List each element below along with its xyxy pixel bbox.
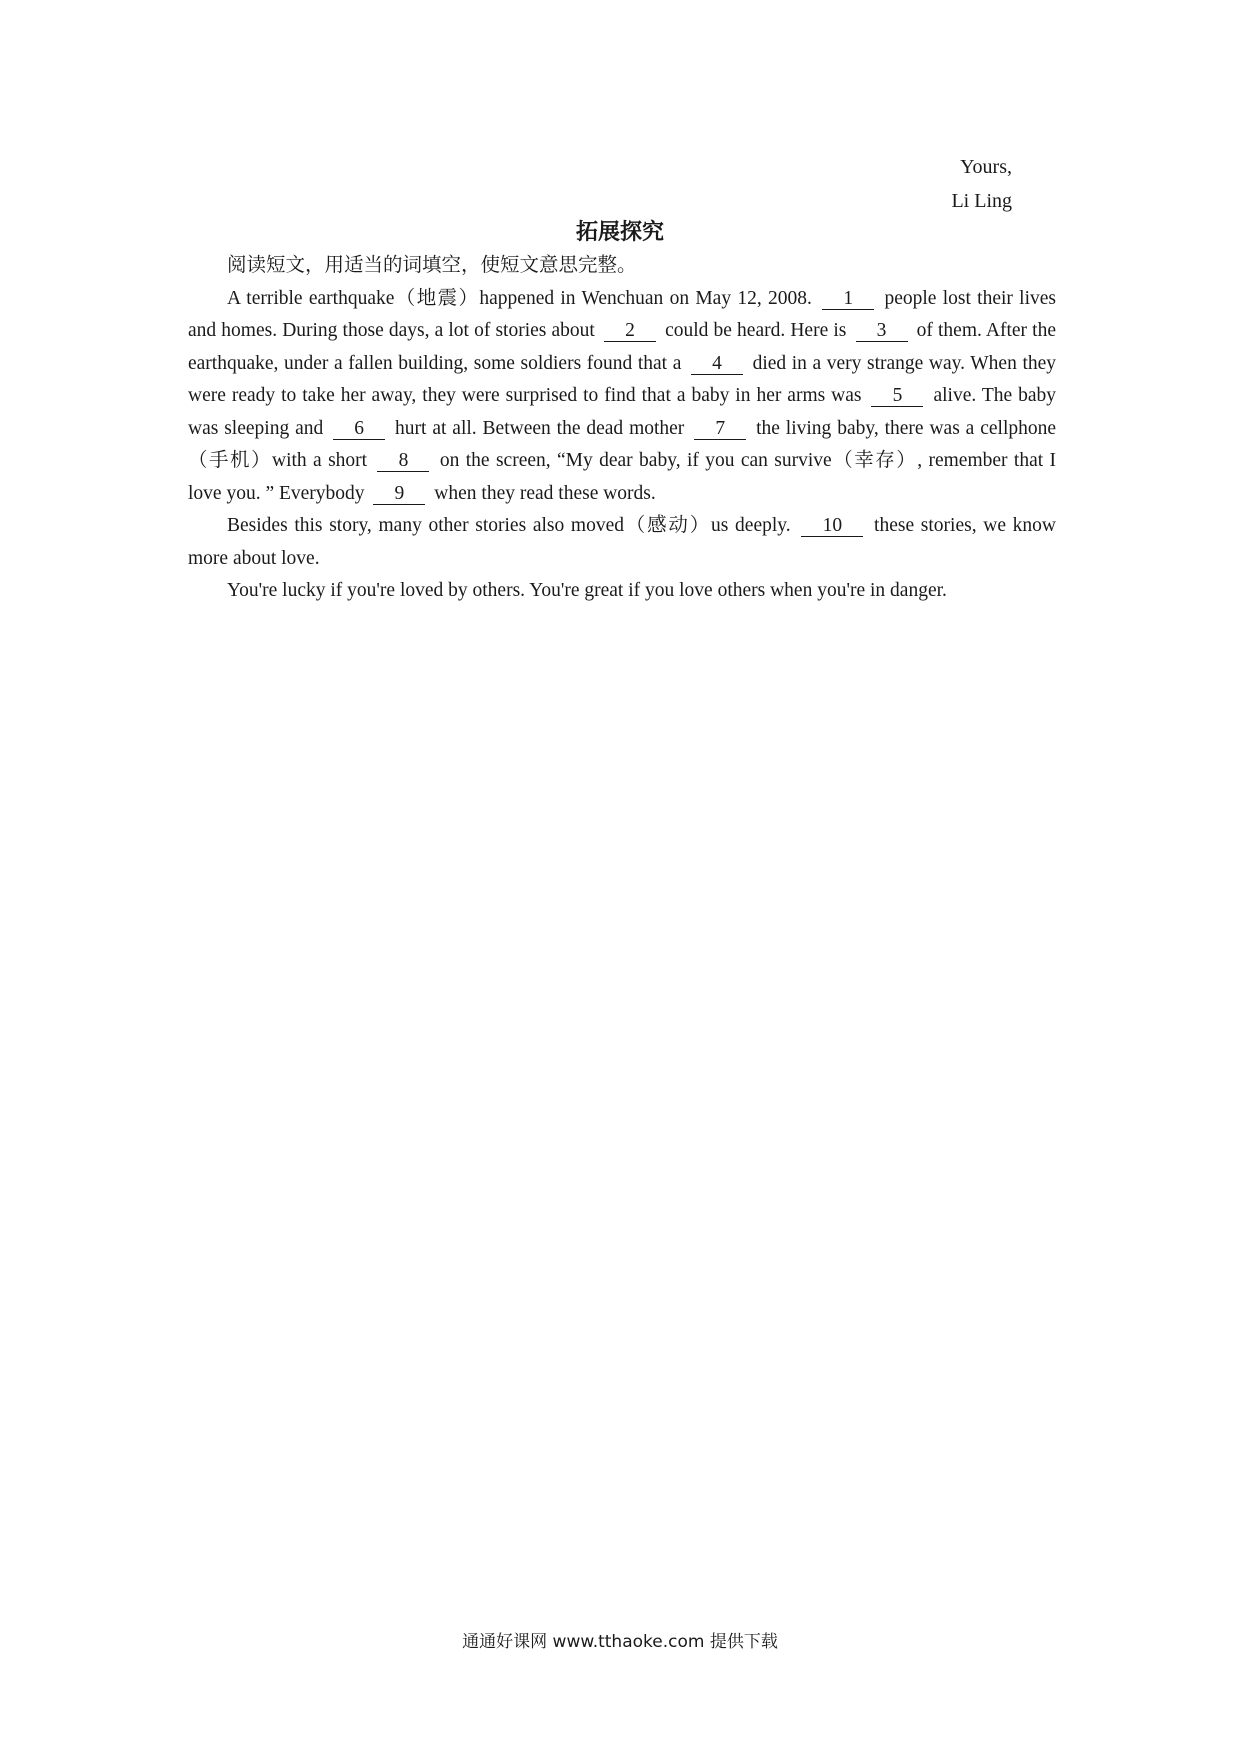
passage-text: could be heard. Here is xyxy=(665,320,847,341)
passage-text: hurt at all. Between the dead mother xyxy=(395,417,685,439)
blank-9: 9 xyxy=(373,484,425,505)
page-footer: 通通好课网 www.tthaoke.com 提供下载 xyxy=(462,1632,778,1652)
signature-name: Li Ling xyxy=(951,190,1012,212)
blank-10: 10 xyxy=(801,516,863,537)
passage-paragraph-3: You're lucky if you're loved by others. You're great if you love others when you're in danger. xyxy=(227,580,947,601)
section-title: 拓展探究 xyxy=(575,220,664,245)
passage-text: died in a very strange way. When they were ready to take her away, they were surprised to find that a baby in her arms was xyxy=(188,352,1057,406)
blank-2: 2 xyxy=(604,321,656,342)
passage-text: these stories, we know more about love. xyxy=(188,515,1057,569)
passage-text: alive. The baby was sleeping and xyxy=(188,385,1057,439)
blank-8: 8 xyxy=(377,451,429,472)
blank-7: 7 xyxy=(694,419,746,440)
passage-text: of them. After the earthquake, under a fallen building, some soldiers found that a xyxy=(188,320,1056,374)
passage-text: the living baby, there was a cellphone（手机）with a short xyxy=(188,417,1057,471)
passage-text: on the screen, “My dear baby, if you can survive（幸存）, remember that I love you. ” Everybody xyxy=(188,450,1057,504)
exercise-body xyxy=(188,250,1056,608)
blank-5: 5 xyxy=(871,386,923,407)
blank-4: 4 xyxy=(691,354,743,375)
passage-paragraph-2 xyxy=(188,510,1056,575)
letter-signoff xyxy=(0,150,1012,218)
passage-text: people lost their lives and homes. During those days, a lot of stories about xyxy=(188,287,1057,341)
instruction-text: 阅读短文，用适当的词填空，使短文意思完整。 xyxy=(227,255,637,276)
blank-1: 1 xyxy=(822,289,874,310)
closing-text: Yours, xyxy=(960,156,1012,178)
passage-text: A terrible earthquake（地震）happened in Wenchuan on May 12, 2008. xyxy=(227,287,812,309)
passage-paragraph-1 xyxy=(188,283,1056,511)
passage-text: Besides this story, many other stories also moved（感动）us deeply. xyxy=(227,515,791,536)
blank-6: 6 xyxy=(333,419,385,440)
blank-3: 3 xyxy=(856,321,908,342)
passage-text: when they read these words. xyxy=(434,482,656,504)
